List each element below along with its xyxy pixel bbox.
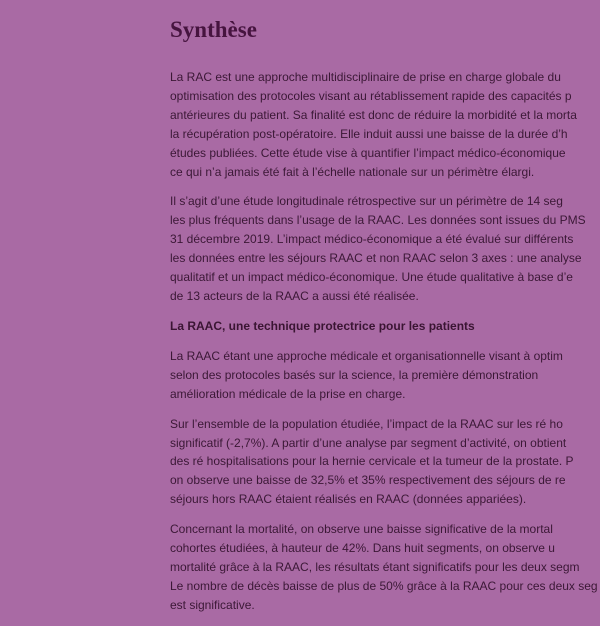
- paragraph-line: des ré hospitalisations pour la hernie cervicale et la tumeur de la prostate. P: [170, 454, 574, 469]
- page-title: Synthèse: [170, 17, 257, 42]
- intro-paragraph: [170, 68, 600, 181]
- paragraph-line: ce qui n’a jamais été fait à l’échelle nationale sur un périmètre élargi.: [170, 164, 535, 179]
- paragraph-line: qualitatif et un impact médico-économique. Une étude qualitative à base d’e: [170, 270, 573, 285]
- paragraph-line: séjours hors RAAC étaient réalisés en RAAC (données appariées).: [170, 492, 527, 507]
- paragraph-line: la récupération post-opératoire. Elle induit aussi une baisse de la durée d’h: [170, 126, 568, 141]
- paragraph-line: amélioration médicale de la prise en charge.: [170, 386, 406, 401]
- approach-paragraph: [170, 347, 600, 404]
- paragraph-line: optimisation des protocoles visant au rétablissement rapide des capacités p: [170, 88, 572, 103]
- paragraph-line: Il s’agit d’une étude longitudinale rétrospective sur un périmètre de 14 seg: [170, 194, 563, 209]
- paragraph-line: les plus fréquents dans l’usage de la RAAC. Les données sont issues du PMS: [170, 213, 586, 228]
- paragraph-line: Sur l’ensemble de la population étudiée, l’impact de la RAAC sur les ré ho: [170, 416, 563, 431]
- paragraph-line: est significative.: [170, 597, 255, 612]
- paragraph-line: selon des protocoles basés sur la science, la première démonstration: [170, 367, 539, 382]
- paragraph-line: cohortes étudiées, à hauteur de 42%. Dans huit segments, on observe u: [170, 541, 555, 556]
- paragraph-line: antérieures du patient. Sa finalité est donc de réduire la morbidité et la morta: [170, 107, 577, 122]
- paragraph-line: on observe une baisse de 32,5% et 35% respectivement des séjours de re: [170, 473, 566, 488]
- paragraph-line: études publiées. Cette étude vise à quantifier l’impact médico-économique: [170, 145, 566, 160]
- section-heading: La RAAC, une technique protectrice pour les patients: [170, 318, 475, 333]
- paragraph-line: Concernant la mortalité, on observe une baisse significative de la mortal: [170, 522, 553, 537]
- paragraph-line: mortalité grâce à la RAAC, les résultats étant significatifs pour les deux segm: [170, 559, 580, 574]
- paragraph-line: La RAC est une approche multidisciplinaire de prise en charge globale du: [170, 70, 561, 84]
- paragraph-line: 31 décembre 2019. L’impact médico-économique a été évalué sur différents: [170, 232, 574, 247]
- document-page: [170, 12, 600, 626]
- paragraph-line: les données entre les séjours RAAC et non RAAC selon 3 axes : une analyse: [170, 251, 582, 266]
- paragraph-line: La RAAC étant une approche médicale et organisationnelle visant à optim: [170, 348, 563, 363]
- paragraph-line: significatif (-2,7%). A partir d’une analyse par segment d’activité, on obtient: [170, 435, 567, 450]
- paragraph-line: Le nombre de décès baisse de plus de 50% grâce à la RAAC pour ces deux seg: [170, 578, 598, 593]
- paragraph-line: de 13 acteurs de la RAAC a aussi été réalisée.: [170, 288, 419, 303]
- mortality-paragraph: [170, 520, 600, 615]
- methodology-paragraph: [170, 192, 600, 305]
- rehospitalisation-paragraph: [170, 415, 600, 510]
